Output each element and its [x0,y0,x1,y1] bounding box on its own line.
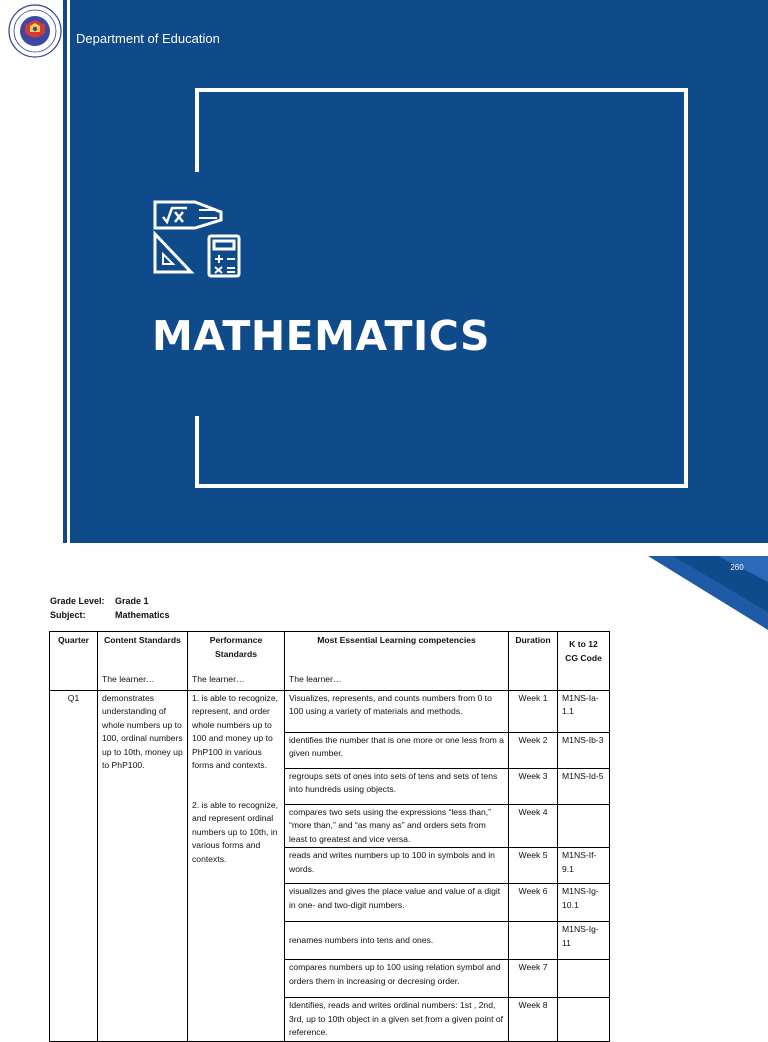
subject-value: Mathematics [115,610,170,620]
cover-frame-bottom [195,484,688,488]
subject-row [50,608,170,622]
header-performance-standards: Performance Standards [188,632,285,673]
cover-frame-right [684,88,688,488]
deped-seal-icon [8,4,62,58]
quarter-cell: Q1 [50,690,98,1042]
competency-cell: regroups sets of ones into sets of tens and sets of tens into hundreds using objects. [285,768,509,804]
subheader-content-learner: The learner… [98,673,188,691]
subheader-competencies-learner: The learner… [285,673,509,691]
code-cell [558,960,610,998]
cover-frame-left-upper [195,88,199,172]
competency-cell: Identifies, reads and writes ordinal numbers: 1st , 2nd, 3rd, up to 10th object in a given set from a given point of reference. [285,998,509,1042]
duration-cell: Week 3 [509,768,558,804]
code-cell: M1NS-If-9.1 [558,848,610,884]
competency-cell: reads and writes numbers up to 100 in symbols and in words. [285,848,509,884]
duration-cell: Week 4 [509,804,558,848]
subject-label: Subject: [50,610,86,620]
grade-level-label: Grade Level: [50,596,105,606]
header-quarter: Quarter [50,632,98,673]
duration-cell: Week 7 [509,960,558,998]
cover-frame-top [195,88,688,92]
code-cell: M1NS-Ig-11 [558,922,610,960]
cover-title: MATHEMATICS [152,312,491,360]
table-header-row [50,632,610,673]
duration-cell: Week 6 [509,884,558,922]
subheader-quarter [50,673,98,691]
cover-divider [63,0,67,543]
header-code: K to 12 CG Code [558,632,610,691]
header-competencies: Most Essential Learning competencies [285,632,509,673]
duration-cell: Week 2 [509,732,558,768]
code-cell [558,998,610,1042]
competency-cell: compares numbers up to 100 using relation symbol and orders them in increasing or decresing order. [285,960,509,998]
duration-cell: Week 1 [509,690,558,732]
duration-cell: Week 8 [509,998,558,1042]
code-cell: M1NS-Ig-10.1 [558,884,610,922]
content-standard-cell: demonstrates understanding of whole numbers up to 100, ordinal numbers up to 10th, money up to PhP100. [98,690,188,1042]
melc-table [49,631,610,1042]
subheader-performance-learner: The learner… [188,673,285,691]
code-cell: M1NS-Id-5 [558,768,610,804]
department-name: Department of Education [76,31,220,46]
performance-standard-2: 2. is able to recognize, and represent ordinal numbers up to 10th, in various forms and contexts. [192,799,278,864]
cover-frame-left-lower [195,416,199,488]
competency-cell: Visualizes, represents, and counts numbers from 0 to 100 using a variety of materials and methods. [285,690,509,732]
table-row [50,690,610,732]
header-content-standards: Content Standards [98,632,188,673]
grade-level-row [50,594,170,608]
header-duration: Duration [509,632,558,691]
code-cell: M1NS-Ia-1.1 [558,690,610,732]
code-cell: M1NS-Ib-3 [558,732,610,768]
code-cell [558,804,610,848]
competency-cell: identifies the number that is one more or one less from a given number. [285,732,509,768]
competency-cell: visualizes and gives the place value and value of a digit in one- and two-digit numbers. [285,884,509,922]
page-number: 260 [730,563,744,572]
duration-cell: Week 5 [509,848,558,884]
grade-level-value: Grade 1 [115,596,149,606]
performance-standard-1: 1. is able to recognize, represent, and order whole numbers up to 100 and money up to PhP100 in various forms and contexts. [192,692,278,770]
performance-standard-cell [188,690,285,1042]
duration-cell [509,922,558,960]
page-meta [50,594,170,622]
competency-cell: compares two sets using the expressions “less than,” “more than,” and “as many as” and orders sets from least to greatest and vice versa. [285,804,509,848]
math-subject-icon [151,198,243,280]
competency-cell: renames numbers into tens and ones. [285,922,509,960]
